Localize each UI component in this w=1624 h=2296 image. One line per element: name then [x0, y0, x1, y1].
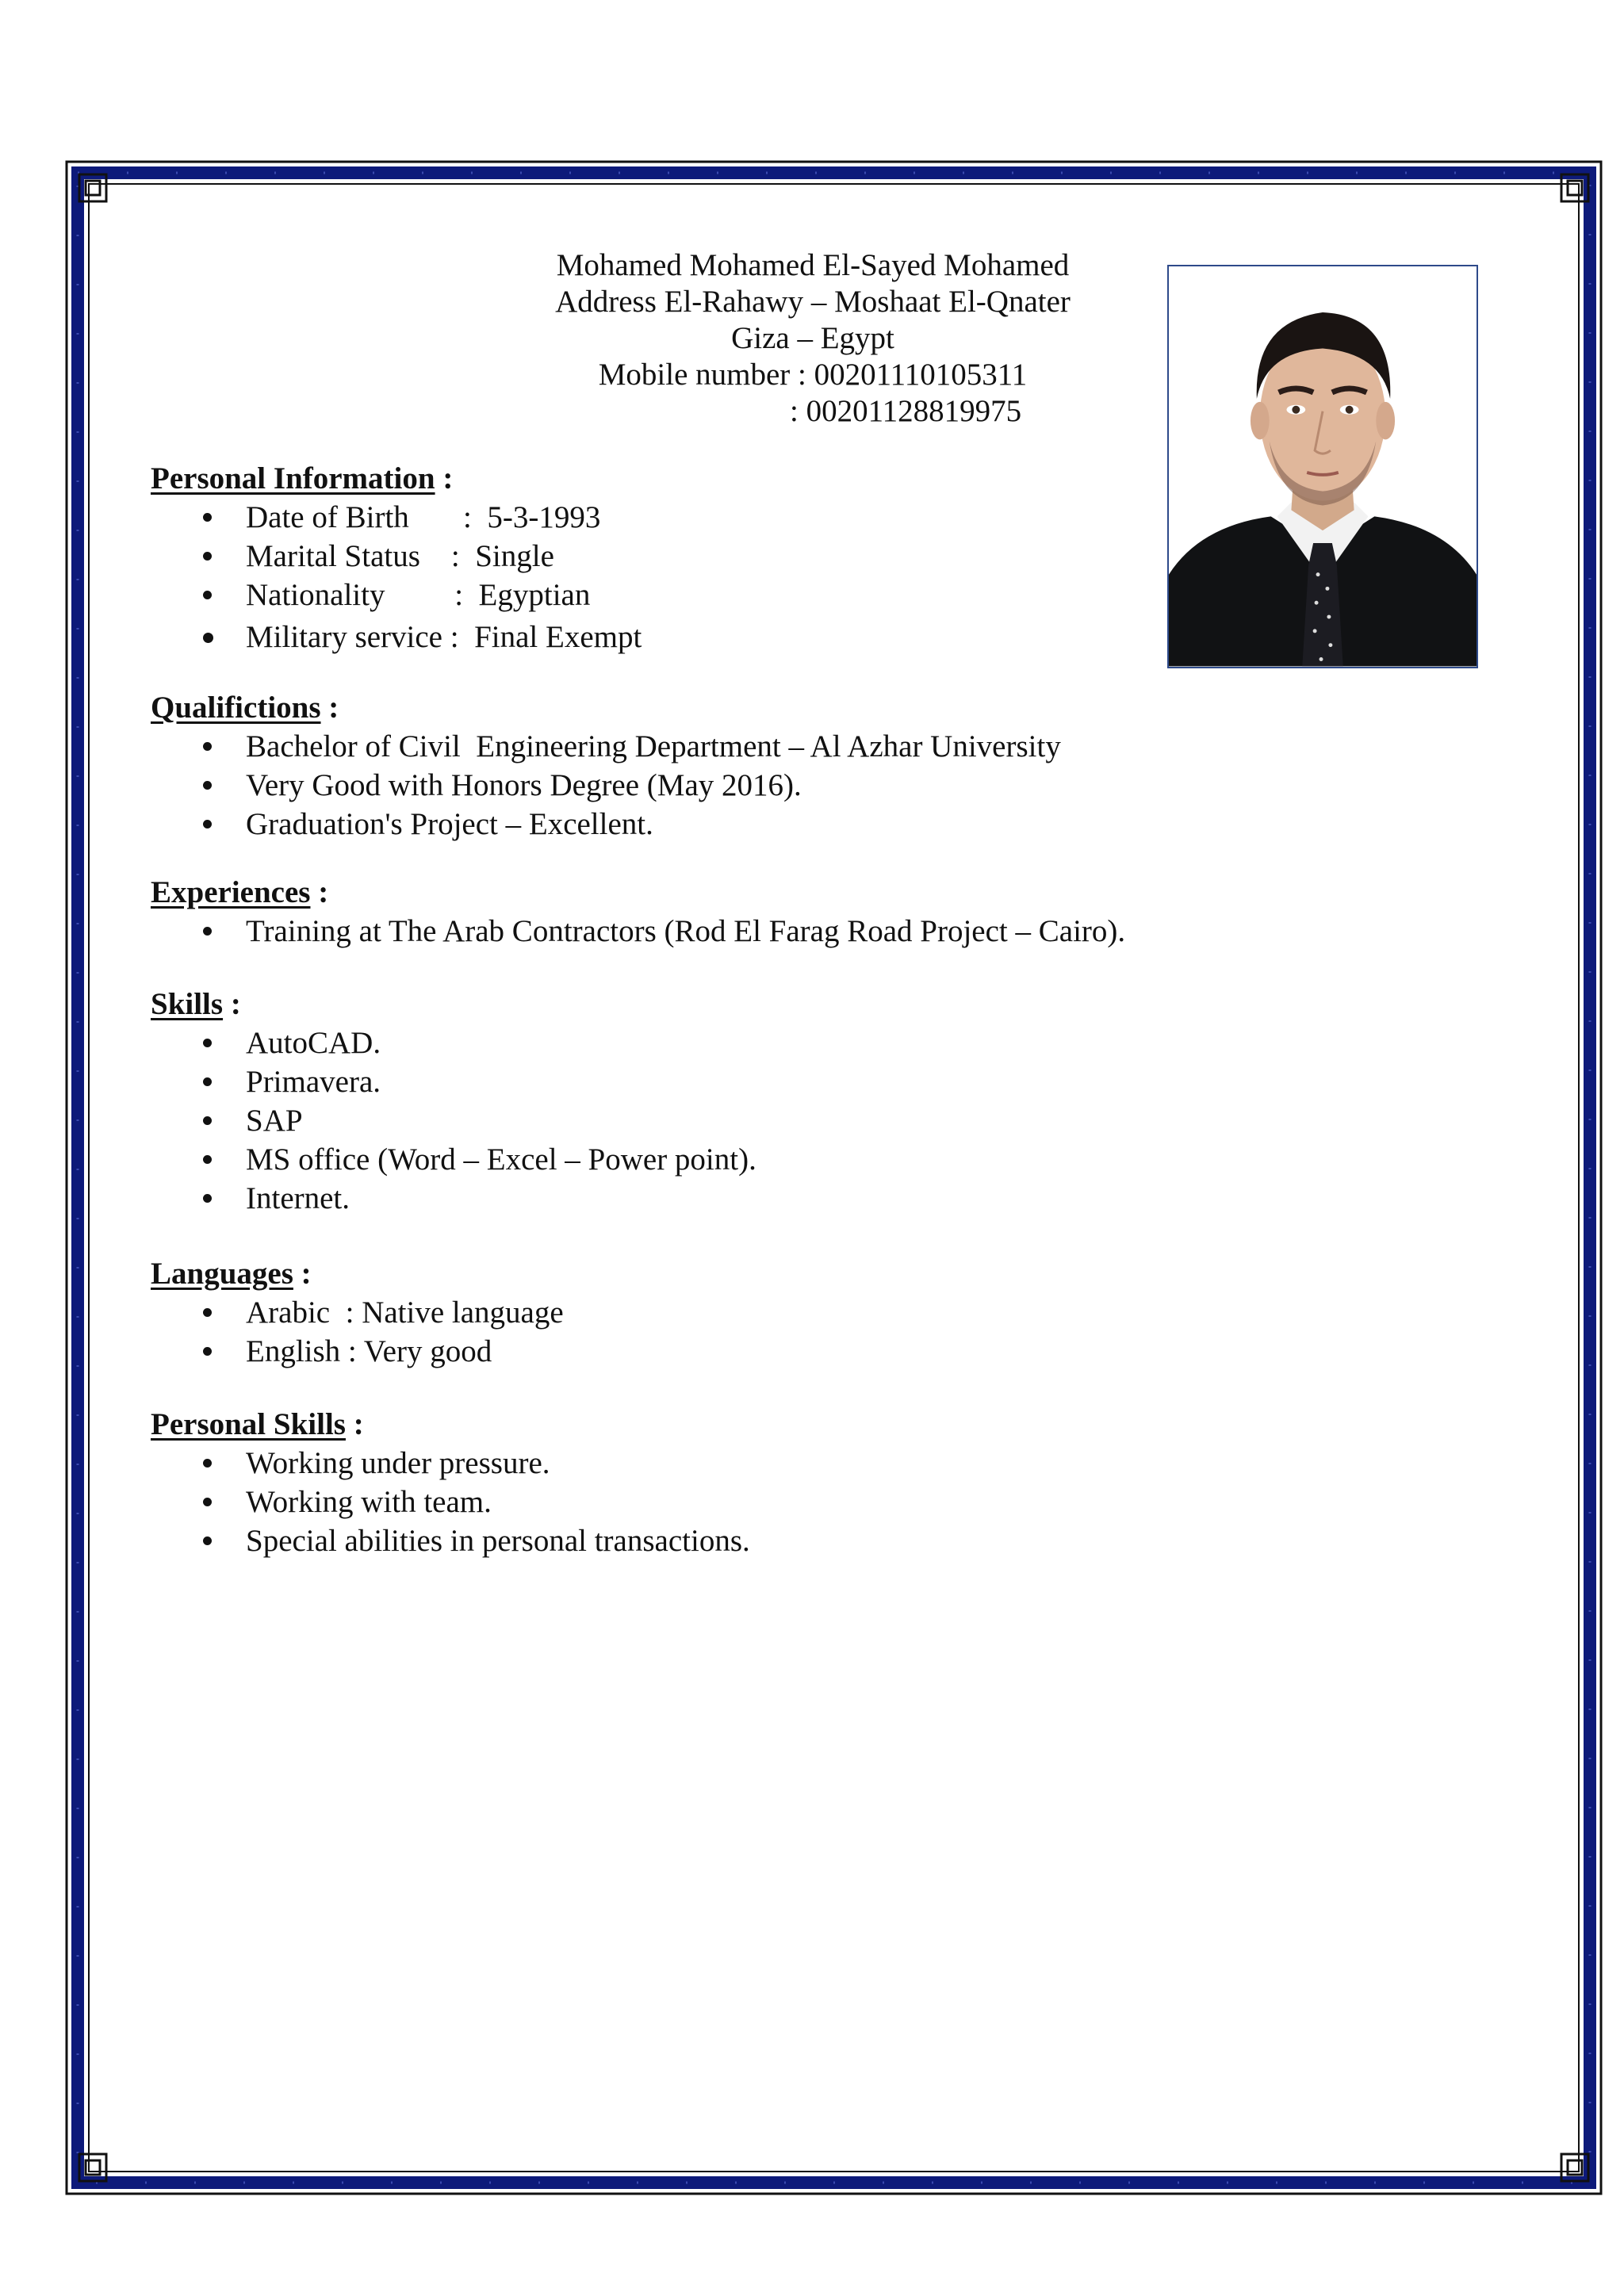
contact-header [476, 247, 1150, 430]
list-item [151, 614, 642, 660]
list-item: Training at The Arab Contractors (Rod El Farag Road Project – Cairo). [151, 912, 1125, 951]
list-item [151, 576, 642, 614]
languages-list [151, 1293, 564, 1371]
profile-photo [1167, 265, 1478, 668]
list-item: SAP [151, 1101, 756, 1140]
section-title: Experiences : [151, 875, 329, 909]
section-title: Qualifictions : [151, 691, 339, 725]
section-title: Personal Information : [151, 461, 454, 496]
list-item: Primavera. [151, 1062, 756, 1101]
list-item: MS office (Word – Excel – Power point). [151, 1140, 756, 1179]
list-item: Internet. [151, 1179, 756, 1218]
section-title-text: Languages [151, 1257, 293, 1291]
list-item: Working with team. [151, 1483, 750, 1521]
personal-information-list [151, 498, 642, 660]
field-label: Marital Status [246, 539, 451, 573]
section-title: Personal Skills : [151, 1407, 364, 1441]
field-value: : Egyptian [454, 578, 591, 612]
section-title: Languages : [151, 1257, 312, 1291]
mobile-number-1: Mobile number : 00201110105311 [598, 358, 1028, 392]
field-value: : 5-3-1993 [463, 500, 601, 534]
section-experiences [151, 874, 1125, 951]
address-line: Address El-Rahawy – Moshaat El-Qnater [555, 285, 1071, 319]
skills-list [151, 1024, 756, 1218]
section-title-text: Personal Information [151, 461, 435, 496]
mobile-number-2: : 00201128819975 [790, 394, 1022, 428]
field-label: Nationality [246, 578, 455, 612]
list-item [151, 537, 642, 576]
candidate-name: Mohamed Mohamed El-Sayed Mohamed [556, 248, 1070, 282]
field-label: Military service [246, 620, 450, 654]
qualifications-list [151, 727, 1061, 844]
section-title: Skills : [151, 987, 241, 1021]
list-item [151, 498, 642, 537]
city-line: Giza – Egypt [731, 321, 894, 355]
experiences-list [151, 912, 1125, 951]
list-item: Arabic : Native language [151, 1293, 564, 1332]
personal-skills-list [151, 1444, 750, 1560]
section-personal-information [151, 460, 642, 660]
section-title-text: Skills [151, 987, 224, 1021]
list-item: Working under pressure. [151, 1444, 750, 1483]
section-personal-skills [151, 1406, 750, 1560]
field-value: : Single [450, 539, 554, 573]
section-title-text: Personal Skills [151, 1407, 346, 1441]
section-title-text: Experiences [151, 875, 311, 909]
field-value: : Final Exempt [450, 620, 642, 654]
field-label: Date of Birth [246, 500, 464, 534]
section-languages [151, 1255, 564, 1371]
portrait-illustration [1169, 266, 1477, 667]
section-qualifications [151, 689, 1061, 844]
list-item: Graduation's Project – Excellent. [151, 805, 1061, 844]
section-title-text: Qualifictions [151, 691, 321, 725]
list-item: AutoCAD. [151, 1024, 756, 1062]
section-skills [151, 985, 756, 1218]
list-item: Special abilities in personal transactions. [151, 1521, 750, 1560]
list-item: Very Good with Honors Degree (May 2016). [151, 766, 1061, 805]
list-item: English : Very good [151, 1332, 564, 1371]
list-item: Bachelor of Civil Engineering Department – Al Azhar University [151, 727, 1061, 766]
